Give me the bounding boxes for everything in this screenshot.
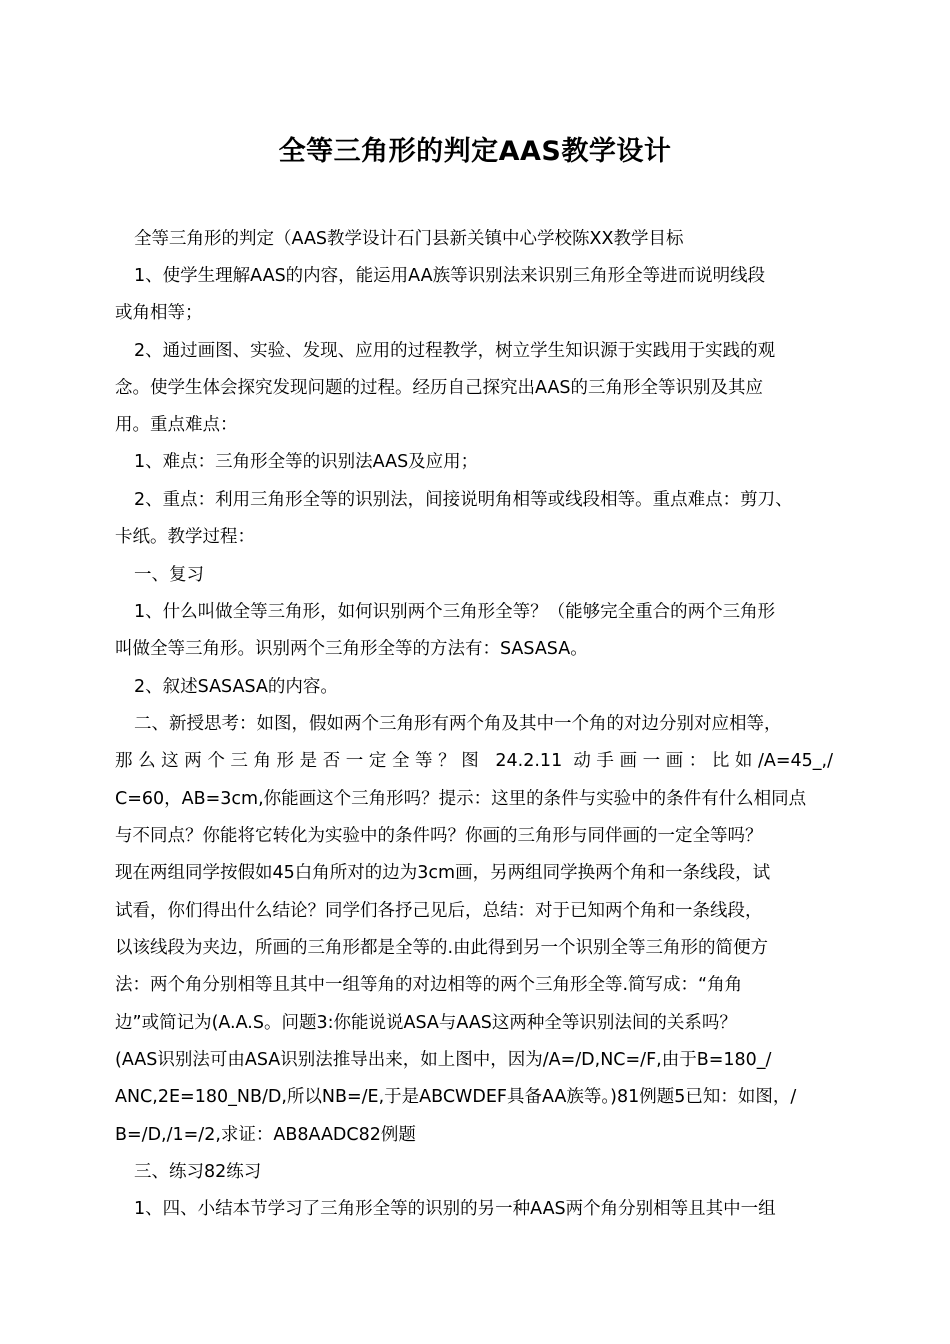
- text-line-23: (AAS识别法可由ASA识别法推导出来，如上图中，因为/A=/D,NC=/F,由于B=180_/: [115, 1050, 772, 1070]
- text-line-27: 1、四、小结本节学习了三角形全等的识别的另一种AAS两个角分别相等且其中一组: [134, 1199, 776, 1219]
- text-line-11: 1、什么叫做全等三角形，如何识别两个三角形全等？（能够完全重合的两个三角形: [134, 602, 776, 622]
- text-line-12: 叫做全等三角形。识别两个三角形全等的方法有：SASASA。: [115, 639, 588, 659]
- text-line-3: 或角相等；: [115, 303, 203, 323]
- text-line-8: 2、重点：利用三角形全等的识别法，间接说明角相等或线段相等。重点难点：剪刀、: [134, 490, 793, 510]
- document-title: 全等三角形的判定AAS教学设计: [278, 136, 672, 167]
- text-line-21: 法：两个角分别相等且其中一组等角的对边相等的两个三角形全等.简写成：“角角: [115, 975, 743, 995]
- text-line-5: 念。使学生体会探究发现问题的过程。经历自己探究出AAS的三角形全等识别及其应: [115, 378, 764, 398]
- text-line-18: 现在两组同学按假如45白角所对的边为3cm画，另两组同学换两个角和一条线段，试: [115, 863, 771, 883]
- text-line-2: 1、使学生理解AAS的内容，能运用AA族等识别法来识别三角形全等进而说明线段: [134, 266, 766, 286]
- text-line-24: ANC,2E=180_NB/D,所以NB=/E,于是ABCWDEF具备AA族等。)81例题5已知：如图，/: [115, 1087, 797, 1107]
- text-line-10: 一、复习: [134, 565, 204, 585]
- text-line-14: 二、新授思考：如图，假如两个三角形有两个角及其中一个角的对边分别对应相等，: [134, 714, 782, 734]
- text-line-19: 试看，你们得出什么结论？同学们各抒己见后，总结：对于已知两个角和一条线段，: [115, 901, 763, 921]
- text-line-4: 2、通过画图、实验、发现、应用的过程教学，树立学生知识源于实践用于实践的观: [134, 341, 776, 361]
- text-line-26: 三、练习82练习: [134, 1162, 262, 1182]
- text-line-7: 1、难点：三角形全等的识别法AAS及应用；: [134, 452, 479, 472]
- text-line-25: B=/D,/1=/2,求证：AB8AADC82例题: [115, 1125, 416, 1145]
- text-line-22: 边”或简记为(A.A.S。问题3:你能说说ASA与AAS这两种全等识别法间的关系吗？: [115, 1013, 737, 1033]
- text-line-6: 用。重点难点：: [115, 415, 238, 435]
- text-line-1: 全等三角形的判定（AAS教学设计石门县新关镇中心学校陈XX教学目标: [134, 229, 684, 249]
- text-line-9: 卡纸。教学过程：: [115, 527, 255, 547]
- text-line-13: 2、叙述SASASA的内容。: [134, 677, 338, 697]
- text-line-17: 与不同点？你能将它转化为实验中的条件吗？你画的三角形与同伴画的一定全等吗？: [115, 826, 763, 846]
- text-line-20: 以该线段为夹边，所画的三角形都是全等的.由此得到另一个识别全等三角形的简便方: [115, 938, 769, 958]
- text-line-15: 那么这两个三角形是否一定全等？图 24.2.11 动手画一画：比如/A=45_,/: [115, 751, 833, 771]
- text-line-16: C=60，AB=3cm,你能画这个三角形吗？提示：这里的条件与实验中的条件有什么相同点: [115, 789, 807, 809]
